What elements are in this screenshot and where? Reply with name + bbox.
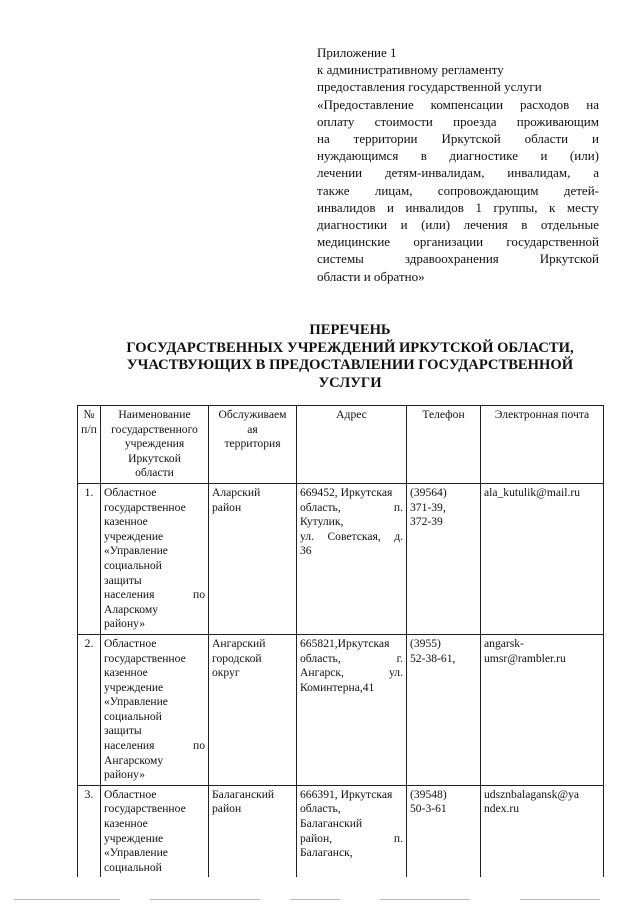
- service-territory: [209, 785, 297, 877]
- appendix-line: «Предоставление компенсации расходов на: [317, 96, 599, 112]
- name-line: Ангарскому: [104, 753, 164, 767]
- name-line: «Управление: [104, 695, 168, 709]
- page-bottom-marks: [0, 898, 640, 901]
- appendix-line: предоставления государственной услуги: [317, 79, 542, 95]
- name-line: казенное: [104, 666, 148, 680]
- name-line: социальной: [104, 709, 162, 723]
- header-line: ая: [247, 422, 258, 436]
- header-line: №: [83, 408, 95, 421]
- appendix-line: на территории Иркутской области и: [317, 131, 599, 147]
- header-line: п/п: [81, 422, 97, 436]
- phone-line: (3955): [410, 636, 441, 650]
- column-header: [78, 406, 101, 484]
- name-line: защиты: [104, 573, 142, 587]
- name-line: Областное: [104, 636, 157, 650]
- institution-name: [101, 785, 209, 877]
- header-line: Электронная почта: [494, 408, 590, 421]
- name-line: району»: [104, 768, 146, 782]
- address-line: Кутулик,: [300, 515, 344, 529]
- header-line: государственного: [111, 422, 198, 436]
- address-line: Балаганск,: [300, 846, 353, 860]
- appendix-line: также лицам, сопровождающим детей-: [317, 182, 599, 198]
- address-line: область, г.: [300, 651, 403, 665]
- appendix-line: системы здравоохранения Иркутской: [317, 251, 599, 267]
- name-line: «Управление: [104, 544, 168, 558]
- phone-line: (39548): [410, 787, 447, 801]
- address-line: Коминтерна,41: [300, 680, 375, 694]
- header-line: Иркутской: [128, 451, 181, 465]
- name-line: казенное: [104, 817, 148, 831]
- email-line: angarsk-: [484, 636, 524, 650]
- territory-line: Ангарский: [212, 636, 266, 650]
- territory-line: Балаганский: [212, 787, 275, 801]
- address: [297, 634, 407, 785]
- appendix-line: нуждающимся в диагностике и (или): [317, 148, 599, 164]
- appendix-block: [317, 44, 599, 285]
- phone: [407, 634, 481, 785]
- row-number: 2.: [78, 634, 101, 785]
- name-line: учреждение: [104, 831, 164, 845]
- email-line: ndex.ru: [484, 802, 520, 816]
- email: [481, 483, 604, 634]
- header-line: области: [135, 466, 174, 480]
- appendix-line: медицинские организации государственной: [317, 234, 599, 250]
- phone: [407, 785, 481, 877]
- title-line: ГОСУДАРСТВЕННЫХ УЧРЕЖДЕНИЙ ИРКУТСКОЙ ОБЛАСТИ,: [126, 339, 574, 356]
- column-header: [101, 406, 209, 484]
- header-line: территория: [224, 437, 281, 451]
- name-line: «Управление: [104, 846, 168, 860]
- email-line: udsznbalagansk@ya: [484, 787, 580, 801]
- name-line: учреждение: [104, 680, 164, 694]
- service-territory: [209, 483, 297, 634]
- address: [297, 483, 407, 634]
- column-header: [481, 406, 604, 484]
- address-line: 665821,Иркутская: [300, 636, 390, 650]
- table-row: [78, 483, 604, 634]
- name-line: Аларскому: [104, 602, 158, 616]
- name-line: государственное: [104, 500, 186, 514]
- table-row: [78, 785, 604, 877]
- address-line: район, п.: [300, 831, 403, 845]
- address-line: Балаганский: [300, 817, 363, 831]
- service-territory: [209, 634, 297, 785]
- phone-line: 50-3-61: [410, 802, 447, 816]
- institution-name: [101, 483, 209, 634]
- phone-line: (39564): [410, 485, 447, 499]
- name-line: населения по: [104, 588, 205, 602]
- email: [481, 785, 604, 877]
- document-title: [90, 322, 610, 392]
- header-line: Обслуживаем: [218, 408, 287, 421]
- territory-line: Аларский: [212, 485, 261, 499]
- row-number: 1.: [78, 483, 101, 634]
- name-line: казенное: [104, 515, 148, 529]
- name-line: населения по: [104, 739, 205, 753]
- column-header: [407, 406, 481, 484]
- column-header: [297, 406, 407, 484]
- table-header-row: [78, 406, 604, 484]
- address-line: область,: [300, 802, 341, 816]
- address-line: ул. Советская, д.: [300, 529, 403, 543]
- header-line: Телефон: [422, 408, 465, 421]
- title-line: УСЛУГИ: [318, 374, 382, 391]
- address-line: 666391, Иркутская: [300, 787, 393, 801]
- name-line: Областное: [104, 787, 157, 801]
- title-line: УЧАСТВУЮЩИХ В ПРЕДОСТАВЛЕНИИ ГОСУДАРСТВЕННОЙ: [126, 357, 574, 373]
- territory-line: район: [212, 500, 242, 514]
- address: [297, 785, 407, 877]
- header-line: учреждения: [124, 437, 185, 451]
- row-number: 3.: [78, 785, 101, 877]
- name-line: району»: [104, 617, 146, 631]
- institutions-table: [77, 405, 604, 877]
- header-line: Наименование: [118, 408, 191, 421]
- appendix-line: Приложение 1: [317, 45, 397, 60]
- name-line: государственное: [104, 651, 186, 665]
- name-line: учреждение: [104, 529, 164, 543]
- address-line: 36: [300, 544, 312, 558]
- appendix-line: оплату стоимости проезда проживающим: [317, 113, 599, 129]
- address-line: 669452, Иркутская: [300, 485, 393, 499]
- territory-line: округ: [212, 666, 240, 680]
- phone-line: 371-39,: [410, 500, 446, 514]
- phone-line: 372-39: [410, 515, 443, 529]
- table-row: [78, 634, 604, 785]
- appendix-line: диагностики и (или) лечения в отдельные: [317, 217, 599, 233]
- appendix-line: области и обратно»: [317, 268, 425, 284]
- territory-line: городской: [212, 651, 262, 665]
- institution-name: [101, 634, 209, 785]
- email: [481, 634, 604, 785]
- title-line: ПЕРЕЧЕНЬ: [309, 322, 391, 338]
- name-line: социальной: [104, 558, 162, 572]
- column-header: [209, 406, 297, 484]
- email-line: ala_kutulik@mail.ru: [484, 485, 580, 499]
- phone: [407, 483, 481, 634]
- address-line: Ангарск, ул.: [300, 666, 403, 680]
- territory-line: район: [212, 802, 242, 816]
- appendix-line: к административному регламенту: [317, 62, 504, 78]
- email-line: umsr@rambler.ru: [484, 651, 566, 665]
- name-line: социальной: [104, 860, 162, 874]
- phone-line: 52-38-61,: [410, 651, 456, 665]
- appendix-line: лечении детям-инвалидам, инвалидам, а: [317, 165, 599, 181]
- address-line: область, п.: [300, 500, 403, 514]
- header-line: Адрес: [336, 408, 367, 421]
- name-line: Областное: [104, 485, 157, 499]
- name-line: государственное: [104, 802, 186, 816]
- appendix-line: инвалидов и инвалидов 1 группы, к месту: [317, 199, 599, 215]
- name-line: защиты: [104, 724, 142, 738]
